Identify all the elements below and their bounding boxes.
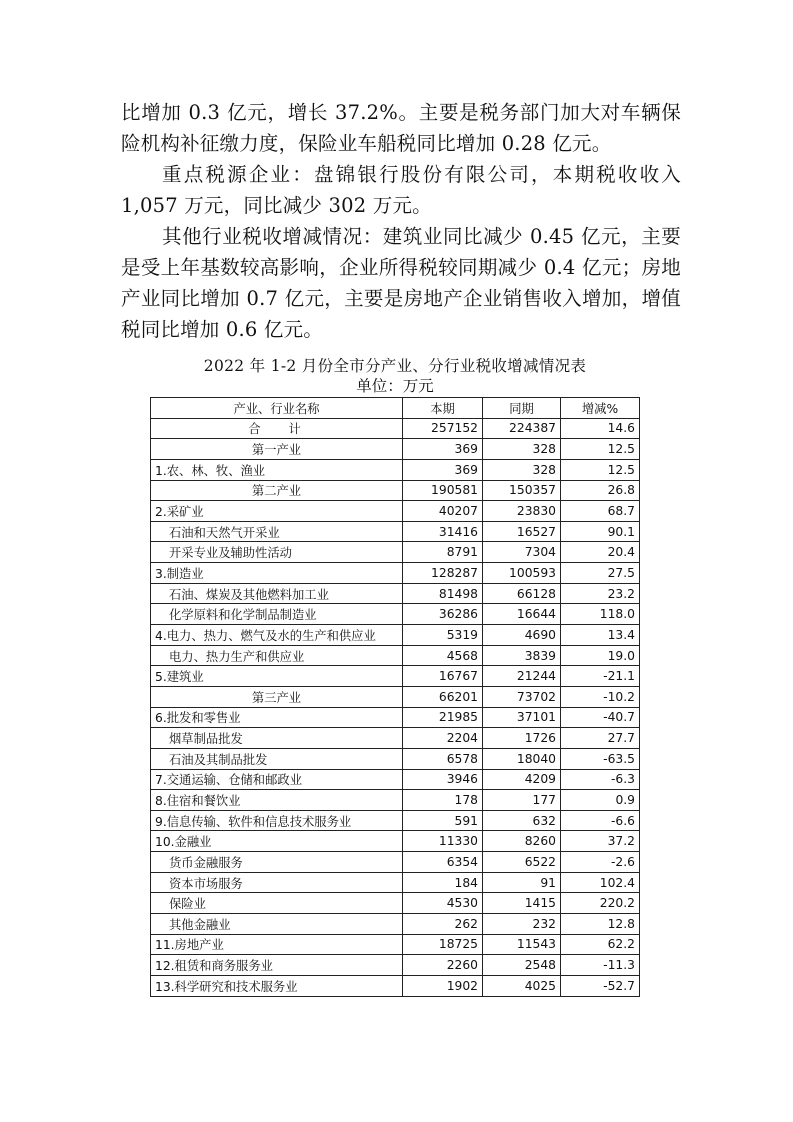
row-industry-name: 其他金融业: [151, 914, 403, 935]
row-change-percent: 26.8: [561, 480, 640, 501]
paragraph-other-industries: 其他行业税收增减情况：建筑业同比减少 0.45 亿元，主要是受上年基数较高影响，企业所得税较同期减少 0.4 亿元；房地产业同比增加 0.7 亿元，主要是房地产企业销售收入增加，增值税同比增加 0.6 亿元。: [121, 225, 681, 341]
row-previous-value: 328: [483, 459, 561, 480]
row-industry-name: 开采专业及辅助性活动: [151, 542, 403, 563]
row-current-value: 369: [403, 439, 483, 460]
row-industry-name: 1.农、林、牧、渔业: [151, 459, 403, 480]
row-industry-name: 第一产业: [151, 439, 403, 460]
table-row: [151, 872, 640, 893]
row-industry-name: 2.采矿业: [151, 501, 403, 522]
row-previous-value: 4209: [483, 769, 561, 790]
row-change-percent: 90.1: [561, 521, 640, 542]
row-current-value: 66201: [403, 686, 483, 707]
row-previous-value: 224387: [483, 418, 561, 439]
table-row: [151, 975, 640, 996]
row-current-value: 591: [403, 810, 483, 831]
table-row: [151, 852, 640, 873]
row-change-percent: -21.1: [561, 666, 640, 687]
paragraph-insurance: 比增加 0.3 亿元，增长 37.2%。主要是税务部门加大对车辆保险机构补征缴力度，保险业车船税同比增加 0.28 亿元。: [121, 101, 681, 155]
row-previous-value: 7304: [483, 542, 561, 563]
row-change-percent: 27.5: [561, 563, 640, 584]
row-previous-value: 177: [483, 790, 561, 811]
row-change-percent: -6.6: [561, 810, 640, 831]
row-current-value: 40207: [403, 501, 483, 522]
paragraph-key-taxpayer: 重点税源企业：盘锦银行股份有限公司，本期税收收入1,057 万元，同比减少 302 万元。: [121, 163, 681, 217]
row-current-value: 81498: [403, 583, 483, 604]
row-change-percent: -6.3: [561, 769, 640, 790]
row-previous-value: 328: [483, 439, 561, 460]
row-industry-name: 13.科学研究和技术服务业: [151, 975, 403, 996]
row-previous-value: 73702: [483, 686, 561, 707]
row-current-value: 21985: [403, 707, 483, 728]
row-change-percent: -11.3: [561, 955, 640, 976]
table-row: [151, 769, 640, 790]
row-change-percent: -10.2: [561, 686, 640, 707]
row-current-value: 5319: [403, 625, 483, 646]
row-previous-value: 16644: [483, 604, 561, 625]
row-industry-name: 石油和天然气开采业: [151, 521, 403, 542]
table-row: [151, 501, 640, 522]
row-industry-name: 12.租赁和商务服务业: [151, 955, 403, 976]
row-change-percent: -63.5: [561, 748, 640, 769]
table-row: [151, 955, 640, 976]
row-current-value: 8791: [403, 542, 483, 563]
row-previous-value: 6522: [483, 852, 561, 873]
row-previous-value: 632: [483, 810, 561, 831]
row-change-percent: 220.2: [561, 893, 640, 914]
table-row: [151, 707, 640, 728]
row-previous-value: 18040: [483, 748, 561, 769]
row-change-percent: 0.9: [561, 790, 640, 811]
table-row: [151, 480, 640, 501]
row-industry-name: 5.建筑业: [151, 666, 403, 687]
row-current-value: 3946: [403, 769, 483, 790]
row-industry-name: 7.交通运输、仓储和邮政业: [151, 769, 403, 790]
row-industry-name: 化学原料和化学制品制造业: [151, 604, 403, 625]
row-previous-value: 232: [483, 914, 561, 935]
table-row: [151, 563, 640, 584]
table-row: [151, 604, 640, 625]
row-change-percent: -40.7: [561, 707, 640, 728]
row-current-value: 128287: [403, 563, 483, 584]
table-row: [151, 666, 640, 687]
row-change-percent: 27.7: [561, 728, 640, 749]
row-industry-name: 石油及其制品批发: [151, 748, 403, 769]
row-current-value: 36286: [403, 604, 483, 625]
table-row: [151, 583, 640, 604]
row-industry-name: 合计: [151, 418, 403, 439]
row-previous-value: 1415: [483, 893, 561, 914]
row-current-value: 369: [403, 459, 483, 480]
table-body: [151, 418, 640, 996]
row-current-value: 18725: [403, 934, 483, 955]
row-previous-value: 11543: [483, 934, 561, 955]
body-text: [121, 97, 681, 345]
row-change-percent: 14.6: [561, 418, 640, 439]
row-industry-name: 货币金融服务: [151, 852, 403, 873]
row-current-value: 2204: [403, 728, 483, 749]
row-previous-value: 8260: [483, 831, 561, 852]
table-row: [151, 914, 640, 935]
table-row: [151, 810, 640, 831]
table-header-row: [151, 398, 640, 419]
table-row: [151, 418, 640, 439]
table-row: [151, 790, 640, 811]
row-current-value: 6354: [403, 852, 483, 873]
row-industry-name: 8.住宿和餐饮业: [151, 790, 403, 811]
row-current-value: 4568: [403, 645, 483, 666]
row-change-percent: 13.4: [561, 625, 640, 646]
row-change-percent: 12.5: [561, 459, 640, 480]
row-industry-name: 石油、煤炭及其他燃料加工业: [151, 583, 403, 604]
table-row: [151, 521, 640, 542]
row-current-value: 178: [403, 790, 483, 811]
table-row: [151, 439, 640, 460]
row-industry-name: 11.房地产业: [151, 934, 403, 955]
row-change-percent: 23.2: [561, 583, 640, 604]
table-row: [151, 686, 640, 707]
header-current-period: 本期: [403, 398, 483, 419]
table-row: [151, 645, 640, 666]
row-previous-value: 23830: [483, 501, 561, 522]
row-current-value: 257152: [403, 418, 483, 439]
row-current-value: 4530: [403, 893, 483, 914]
row-previous-value: 2548: [483, 955, 561, 976]
row-industry-name: 烟草制品批发: [151, 728, 403, 749]
row-previous-value: 150357: [483, 480, 561, 501]
row-previous-value: 21244: [483, 666, 561, 687]
row-previous-value: 37101: [483, 707, 561, 728]
row-industry-name: 10.金融业: [151, 831, 403, 852]
row-previous-value: 66128: [483, 583, 561, 604]
row-change-percent: 12.5: [561, 439, 640, 460]
row-change-percent: 68.7: [561, 501, 640, 522]
row-current-value: 184: [403, 872, 483, 893]
row-industry-name: 9.信息传输、软件和信息技术服务业: [151, 810, 403, 831]
row-change-percent: 20.4: [561, 542, 640, 563]
row-industry-name: 4.电力、热力、燃气及水的生产和供应业: [151, 625, 403, 646]
table-row: [151, 459, 640, 480]
table-unit: 单位：万元: [356, 377, 434, 395]
row-current-value: 1902: [403, 975, 483, 996]
table-title: 2022 年 1-2 月份全市分产业、分行业税收增减情况表: [203, 357, 587, 375]
row-change-percent: 118.0: [561, 604, 640, 625]
row-previous-value: 4025: [483, 975, 561, 996]
row-change-percent: -2.6: [561, 852, 640, 873]
row-previous-value: 4690: [483, 625, 561, 646]
header-industry-name: 产业、行业名称: [151, 398, 403, 419]
row-previous-value: 91: [483, 872, 561, 893]
row-industry-name: 6.批发和零售业: [151, 707, 403, 728]
row-industry-name: 第三产业: [151, 686, 403, 707]
table-row: [151, 542, 640, 563]
header-change-percent: 增减%: [561, 398, 640, 419]
row-change-percent: 62.2: [561, 934, 640, 955]
row-change-percent: 12.8: [561, 914, 640, 935]
row-current-value: 262: [403, 914, 483, 935]
header-previous-period: 同期: [483, 398, 561, 419]
row-change-percent: 37.2: [561, 831, 640, 852]
row-industry-name: 资本市场服务: [151, 872, 403, 893]
row-previous-value: 3839: [483, 645, 561, 666]
row-industry-name: 电力、热力生产和供应业: [151, 645, 403, 666]
table-row: [151, 625, 640, 646]
row-previous-value: 16527: [483, 521, 561, 542]
row-previous-value: 1726: [483, 728, 561, 749]
table-row: [151, 934, 640, 955]
row-current-value: 16767: [403, 666, 483, 687]
row-current-value: 2260: [403, 955, 483, 976]
row-industry-name: 3.制造业: [151, 563, 403, 584]
row-current-value: 11330: [403, 831, 483, 852]
table-row: [151, 728, 640, 749]
row-change-percent: -52.7: [561, 975, 640, 996]
tax-change-table: [150, 397, 640, 997]
row-current-value: 190581: [403, 480, 483, 501]
table-row: [151, 893, 640, 914]
table-row: [151, 748, 640, 769]
table-row: [151, 831, 640, 852]
row-industry-name: 保险业: [151, 893, 403, 914]
row-current-value: 6578: [403, 748, 483, 769]
row-previous-value: 100593: [483, 563, 561, 584]
row-change-percent: 19.0: [561, 645, 640, 666]
row-current-value: 31416: [403, 521, 483, 542]
row-industry-name: 第二产业: [151, 480, 403, 501]
row-change-percent: 102.4: [561, 872, 640, 893]
